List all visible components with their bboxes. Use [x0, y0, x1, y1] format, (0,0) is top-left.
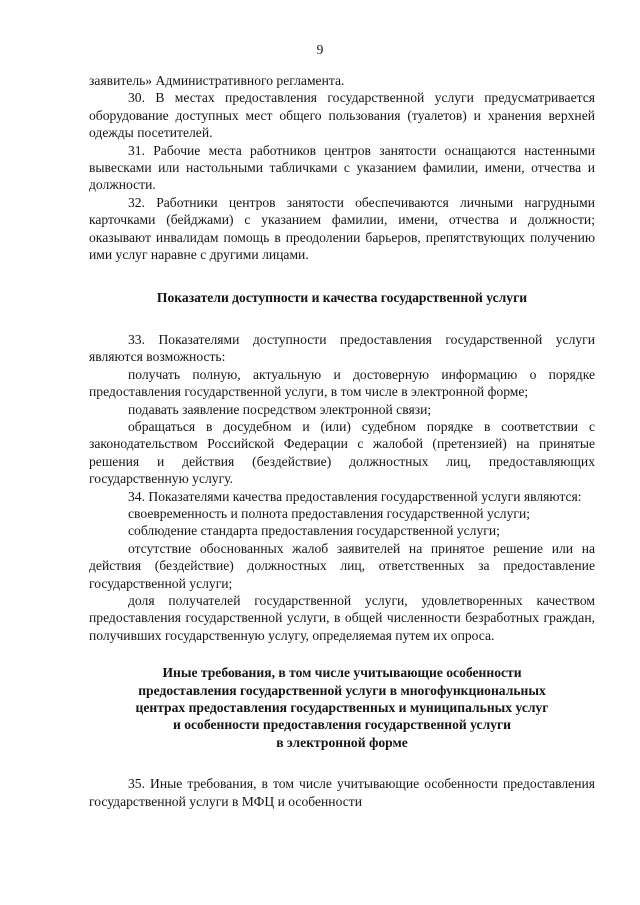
paragraph: заявитель» Административного регламента. — [89, 73, 345, 88]
section-heading-other-requirements — [89, 664, 595, 751]
section-heading-availability-quality: Показатели доступности и качества государственной услуги — [156, 290, 528, 306]
paragraph-34: 34. Показателями качества предоставления государственной услуги являются: — [128, 488, 582, 504]
paragraph-31: 31. Рабочие места работников центров занятости оснащаются настенными вывесками или настольными табличками с указанием фамилии, имени, отчества и должности. — [89, 142, 595, 193]
heading-line: в электронной форме — [276, 734, 408, 750]
list-item: соблюдение стандарта предоставления государственной услуги; — [128, 523, 500, 539]
paragraph-30: 30. В местах предоставления государственной услуги предусматривается оборудование доступных мест общего пользования (туалетов) и хранения верхней одежды посетителей. — [89, 90, 595, 141]
paragraph-32: 32. Работники центров занятости обеспечиваются личными нагрудными карточками (бейджами) с указанием фамилии, имени, отчества и должности; оказывают инвалидам помощь в преодолении барьеров, препятствующих получению ими услуг наравне с другими лицами. — [89, 194, 595, 263]
paragraph-35: 35. Иные требования, в том числе учитывающие особенности предоставления государственной услуги в МФЦ и особенности — [89, 776, 595, 809]
document-body — [89, 72, 595, 810]
list-item: отсутствие обоснованных жалоб заявителей на принятое решение или на действия (бездействие) должностных лиц, ответственных за предоставление государственной услуги; — [89, 540, 595, 591]
list-item: доля получателей государственной услуги, удовлетворенных качеством предоставления государственной услуги, в общей численности безработных граждан, получивших государственную услугу, определяемая путем их опроса. — [89, 592, 595, 643]
list-item: обращаться в досудебном и (или) судебном порядке в соответствии с законодательством Российской Федерации с жалобой (претензией) на принятые решения и действия (бездействие) должностных лиц, предоставляющих государственную услугу. — [89, 418, 595, 487]
heading-line: Иные требования, в том числе учитывающие особенности — [162, 665, 522, 681]
list-item: подавать заявление посредством электронной связи; — [128, 401, 432, 417]
heading-line: центрах предоставления государственных и муниципальных услуг — [135, 700, 549, 715]
heading-line: предоставления государственной услуги в многофункциональных — [138, 682, 546, 698]
page-number: 9 — [316, 42, 324, 57]
list-item: получать полную, актуальную и достоверную информацию о порядке предоставления государственной услуги, в том числе в электронной форме; — [89, 366, 595, 400]
paragraph-33: 33. Показателями доступности предоставления государственной услуги являются возможность: — [89, 331, 595, 365]
list-item: своевременность и полнота предоставления государственной услуги; — [128, 505, 531, 521]
heading-line: и особенности предоставления государственной услуги — [172, 717, 512, 733]
